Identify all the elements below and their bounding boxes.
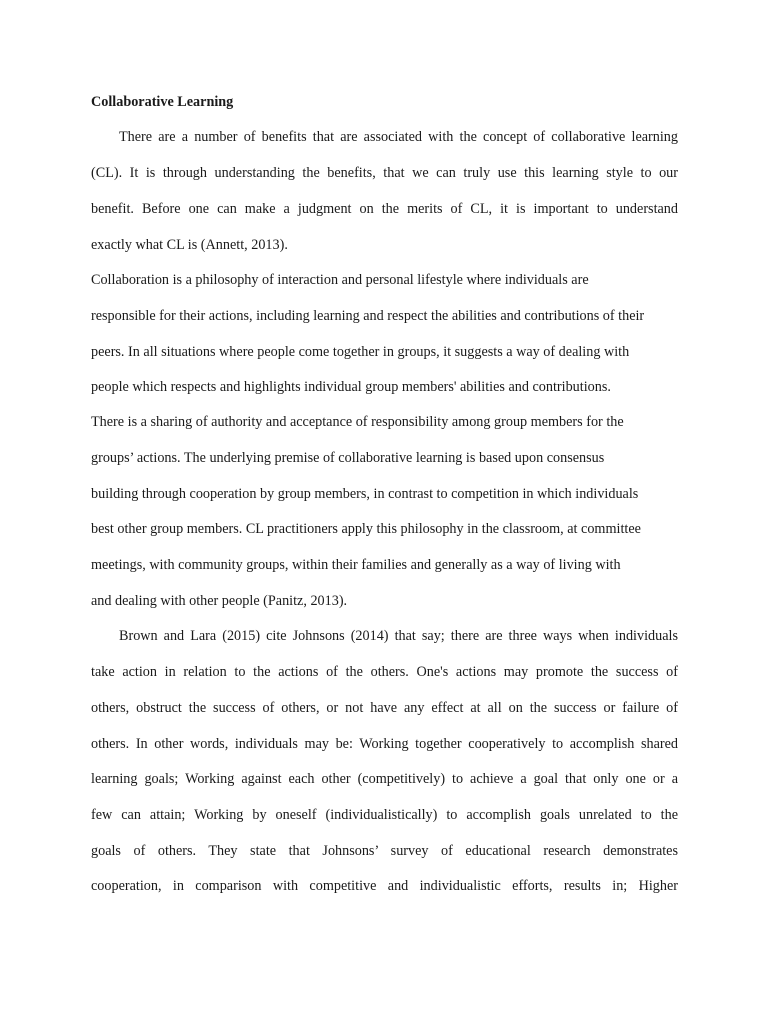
paragraph-line: exactly what CL is (Annett, 2013). — [91, 237, 288, 253]
paragraph-line: people which respects and highlights individual group members' abilities and contributions. — [91, 379, 611, 395]
paragraph-line: Brown and Lara (2015) cite Johnsons (2014) that say; there are three ways when individuals — [119, 628, 678, 644]
paragraph-line: goals of others. They state that Johnsons’ survey of educational research demonstrates — [91, 843, 678, 859]
paragraph-line: building through cooperation by group members, in contrast to competition in which individuals — [91, 486, 639, 502]
paragraph-line: There is a sharing of authority and acceptance of responsibility among group members for the — [91, 414, 624, 430]
paragraph-line: peers. In all situations where people come together in groups, it suggests a way of dealing with — [91, 344, 630, 360]
paragraph-line: meetings, with community groups, within their families and generally as a way of living with — [91, 557, 621, 573]
paragraph-line: best other group members. CL practitioners apply this philosophy in the classroom, at committee — [91, 521, 641, 537]
paragraph-line: few can attain; Working by oneself (individualistically) to accomplish goals unrelated to the — [91, 807, 678, 823]
paragraph-line: cooperation, in comparison with competitive and individualistic efforts, results in; Higher — [91, 878, 678, 894]
paragraph-line: Collaboration is a philosophy of interaction and personal lifestyle where individuals are — [91, 272, 589, 288]
paragraph-line: groups’ actions. The underlying premise of collaborative learning is based upon consensus — [91, 450, 605, 466]
paragraph-line: others, obstruct the success of others, or not have any effect at all on the success or failure of — [91, 700, 678, 716]
paragraph-line: (CL). It is through understanding the benefits, that we can truly use this learning style to our — [91, 165, 678, 181]
paragraph-line: take action in relation to the actions of the others. One's actions may promote the success of — [91, 664, 678, 680]
paragraph-line: learning goals; Working against each other (competitively) to achieve a goal that only one or a — [91, 771, 678, 787]
paragraph-line: benefit. Before one can make a judgment on the merits of CL, it is important to understand — [91, 201, 678, 217]
paragraph-line: and dealing with other people (Panitz, 2013). — [91, 593, 348, 609]
paragraph-line: others. In other words, individuals may be: Working together cooperatively to accomplish shared — [91, 736, 678, 752]
document-heading: Collaborative Learning — [91, 94, 234, 110]
paragraph-line: There are a number of benefits that are associated with the concept of collaborative learning — [119, 129, 678, 145]
paragraph-line: responsible for their actions, including learning and respect the abilities and contributions of their — [91, 308, 645, 324]
